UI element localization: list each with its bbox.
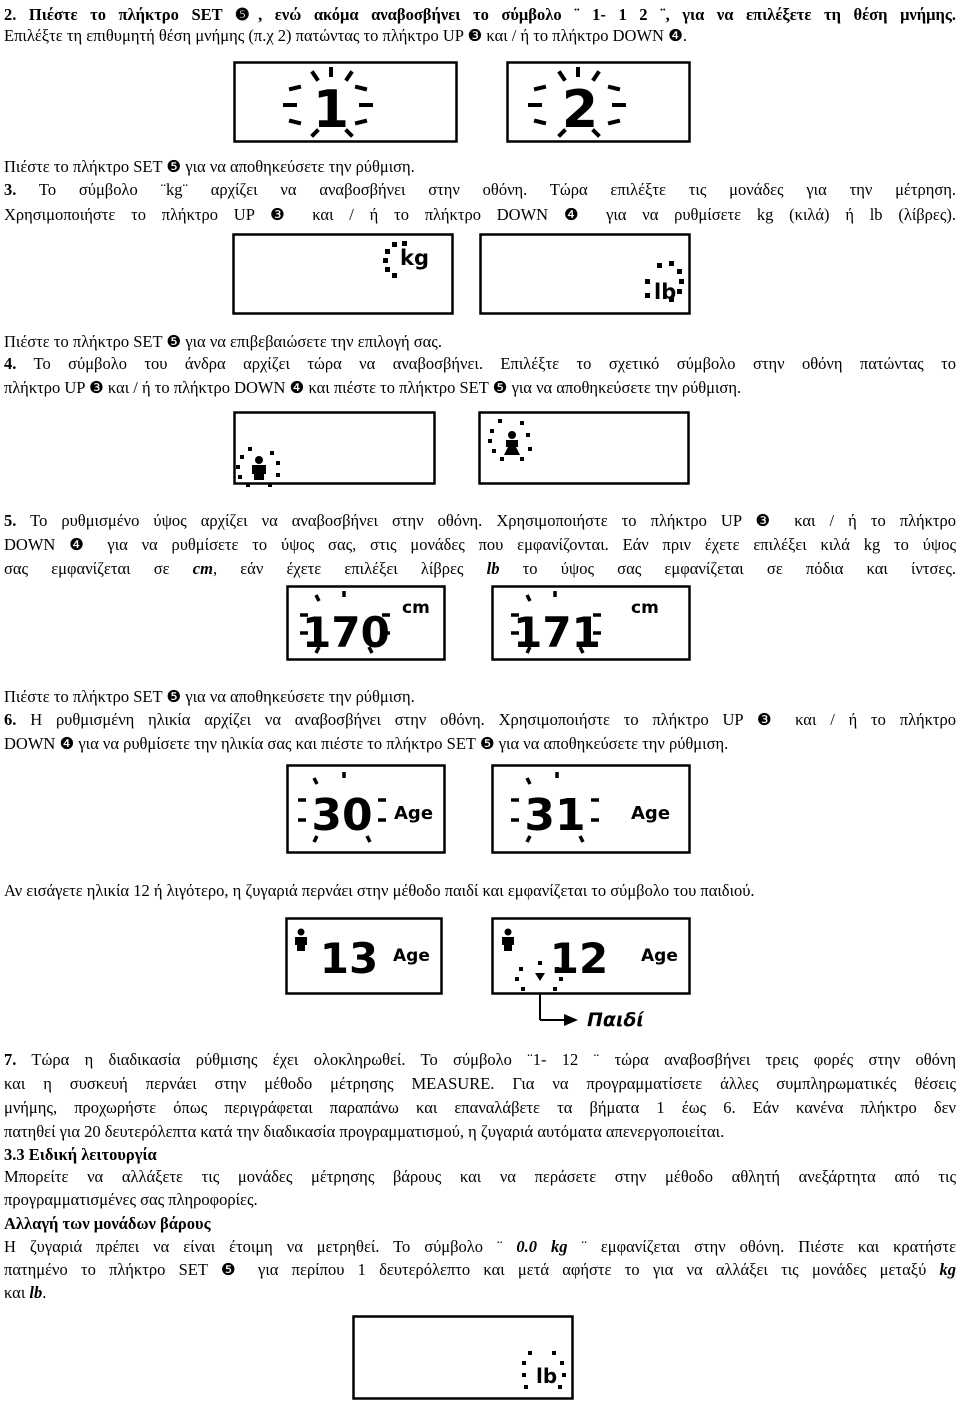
s33-line-2: προγραμματισμένες σας πληροφορίες. [4, 1190, 258, 1209]
unit-kg-label: kg [400, 246, 429, 270]
child-age-label-2: Age [641, 946, 678, 966]
s5-line-1: 5. Το ρυθμισμένο ύψος αρχίζει να αναβοσβήνει στην οθόνη. Χρησιμοποιήστε το πλήκτρο UP ❸ και / ή το πλήκτρο [4, 511, 956, 530]
units-line-2: πατημένο το πλήκτρο SET ❺ για περίπου 1 δευτερόλεπτο και μετά αφήστε το για να αλλάξει τις μονάδες μεταξύ kg [4, 1260, 956, 1279]
age-value-1: 30 [311, 790, 373, 841]
s2-line-2: Επιλέξτε τη επιθυμητή θέση μνήμης (π.χ 2) πατώντας το πλήκτρο UP ❸ και / ή το πλήκτρο DOWN ❹. [4, 26, 687, 45]
s7-line-1: 7. Τώρα η διαδικασία ρύθμισης έχει ολοκληρωθεί. Το σύμβολο ¨1- 12 ¨ τώρα αναβοσβήνει τρεις φορές στην οθόνη [4, 1050, 956, 1069]
lcd-age-1 [286, 764, 446, 856]
unit-lb-label: lb [654, 280, 677, 304]
s33-line-1: Μπορείτε να αλλάξετε τις μονάδες μέτρησης βάρους και να περάσετε στην μέθοδο αθλητή ανεξάρτητα από τις [4, 1167, 956, 1186]
s3-after: Πιέστε το πλήκτρο SET ❺ για να επιβεβαιώσετε την επιλογή σας. [4, 332, 442, 351]
lcd-age-2 [491, 764, 691, 856]
height-unit-1: cm [402, 598, 430, 618]
lcd-unit-lb [479, 233, 691, 315]
age-label-1: Age [394, 803, 434, 824]
s2-after: Πιέστε το πλήκτρο SET ❺ για να αποθηκεύσετε την ρύθμιση. [4, 157, 415, 176]
lcd-gender-man [226, 411, 438, 493]
section-heading-units: Αλλαγή των μονάδων βάρους [4, 1214, 211, 1233]
child-age-value-1: 13 [319, 934, 379, 983]
age-label-2: Age [631, 803, 671, 824]
unit-lb-final-label: lb [536, 1364, 558, 1388]
s3-line-1: 3. Το σύμβολο ¨kg¨ αρχίζει να αναβοσβήνει στην οθόνη. Τώρα επιλέξτε τις μονάδες για την μέτρηση. [4, 180, 956, 199]
lcd-child-12 [491, 917, 691, 997]
lcd-height-1 [286, 585, 446, 665]
lcd-height-2 [491, 585, 691, 665]
lcd-unit-lb-final [352, 1315, 574, 1401]
lcd-memory-1 [233, 61, 458, 143]
units-line-1: Η ζυγαριά πρέπει να είναι έτοιμη να μετρηθεί. Το σύμβολο ¨ 0.0 kg ¨ εμφανίζεται στην οθόνη. Πιέστε και κρατήστε [4, 1237, 956, 1256]
s7-line-2: και η συσκευή περνάει στην μέθοδο μέτρησης MEASURE. Για να προγραμματίσετε άλλες συμπληρωματικές θέσεις [4, 1074, 956, 1093]
units-line-3: και lb. [4, 1283, 47, 1302]
child-age-label-1: Age [393, 946, 430, 966]
height-value-1: 170 [302, 608, 390, 657]
s5-line-3: σας εμφανίζεται σε cm, εάν έχετε επιλέξει λίβρες lb το ύψος σας εμφανίζεται σε πόδια και ίντσες. [4, 559, 956, 578]
lcd-gender-woman [478, 411, 692, 493]
section-heading-special: 3.3 Ειδική λειτουργία [4, 1145, 157, 1164]
lcd-child-13 [285, 917, 443, 997]
s7-line-4: πατηθεί για 20 δευτερόλεπτα κατά την διαδικασία προγραμματισμού, η ζυγαριά αυτόματα απενεργοποιείται. [4, 1122, 725, 1141]
memory-digit-2: 2 [561, 80, 599, 140]
s2-line-1: 2. Πιέστε το πλήκτρο SET ❺, ενώ ακόμα αναβοσβήνει το σύμβολο ¨ 1- 1 2 ¨, για να επιλέξετε τη θέση μνήμης. [4, 5, 956, 24]
child-age-value-2: 12 [549, 934, 609, 983]
child-label: Παιδί [587, 1009, 644, 1031]
s4-line-2: πλήκτρο UP ❸ και / ή το πλήκτρο DOWN ❹ και πιέστε το πλήκτρο SET ❺ για να αποθηκεύσετε την ρύθμιση. [4, 378, 742, 397]
s6-line-1: 6. Η ρυθμισμένη ηλικία αρχίζει να αναβοσβήνει στην οθόνη. Χρησιμοποιήστε το πλήκτρο UP ❸ και / ή το πλήκτρο [4, 710, 956, 729]
height-unit-2: cm [631, 598, 659, 618]
s4-line-1: 4. Το σύμβολο του άνδρα αρχίζει τώρα να αναβοσβήνει. Επιλέξτε το σχετικό σύμβολο στην οθόνη πατώντας το [4, 354, 956, 373]
s7-line-3: μνήμης, προχωρήστε όπως περιγράφεται παραπάνω και επαναλάβετε τα βήματα 1 έως 6. Εάν κανένα πλήκτρο δεν [4, 1098, 956, 1117]
age-value-2: 31 [524, 790, 586, 841]
s5-line-2: DOWN ❹ για να ρυθμίσετε το ύψος σας, στις μονάδες που εμφανίζονται. Εάν πριν έχετε επιλέξει κιλά kg το ύψος [4, 535, 956, 554]
memory-digit-1: 1 [312, 80, 350, 140]
s3-line-2: Χρησιμοποιήστε το πλήκτρο UP ❸ και / ή το πλήκτρο DOWN ❹ για να ρυθμίσετε kg (κιλά) ή lb (λίβρες). [4, 205, 956, 224]
height-value-2: 171 [513, 608, 601, 657]
s5-after: Πιέστε το πλήκτρο SET ❺ για να αποθηκεύσετε την ρύθμιση. [4, 687, 415, 706]
lcd-memory-2 [506, 61, 691, 143]
lcd-unit-kg [232, 233, 454, 315]
s6-line-2: DOWN ❹ για να ρυθμίσετε την ηλικία σας και πιέστε το πλήκτρο SET ❺ για να αποθηκεύσετε την ρύθμιση. [4, 734, 729, 753]
child-text: Αν εισάγετε ηλικία 12 ή λιγότερο, η ζυγαριά περνάει στην μέθοδο παιδί και εμφανίζεται το σύμβολο του παιδιού. [4, 881, 755, 900]
